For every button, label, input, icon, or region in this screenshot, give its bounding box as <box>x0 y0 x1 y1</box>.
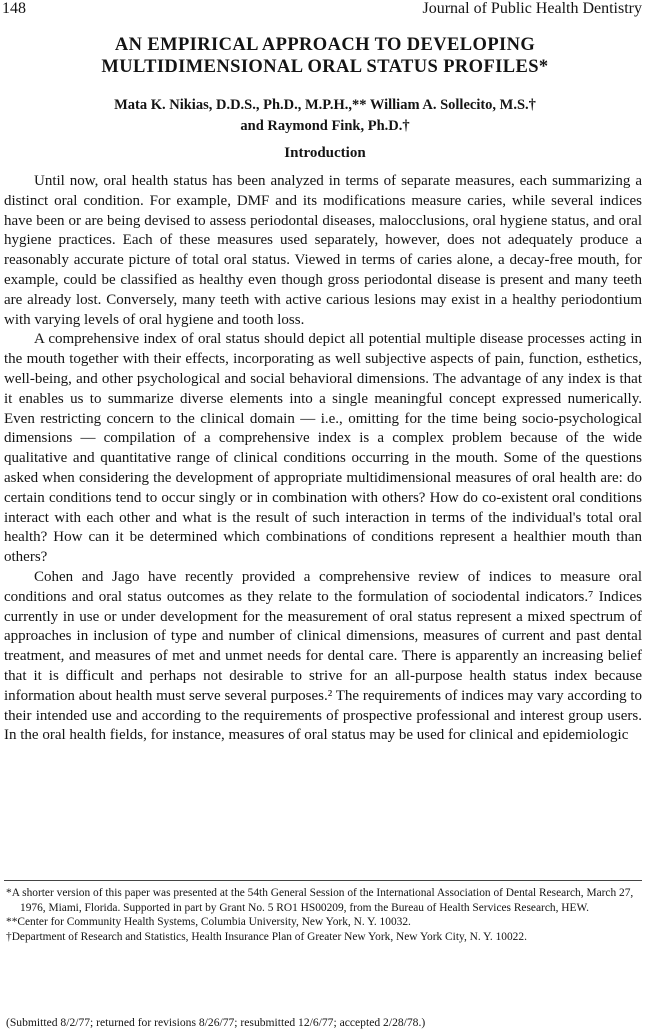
page-number: 148 <box>2 0 26 17</box>
section-heading: Introduction <box>284 145 366 161</box>
article-title-line-1: AN EMPIRICAL APPROACH TO DEVELOPING <box>114 35 536 55</box>
footnote-affiliation-hip: †Department of Research and Statistics, Health Insurance Plan of Greater New York, New York City, N. Y. 10022. <box>6 930 527 943</box>
journal-title: Journal of Public Health Dentistry <box>422 0 642 17</box>
article-title <box>0 34 650 78</box>
body-paragraph-3: Cohen and Jago have recently provided a comprehensive review of indices to measure oral conditions and oral status outcomes as they relate to the formulation of sociodental indicators.⁷ Indices currently in use or under development for the measurement of oral status represent a mixed spectrum of approaches in inclusion of type and number of clinical dimensions, measures of current and past dental treatment, and measures of met and unmet needs for dental care. There is apparently an increasing belief that it is difficult and perhaps not desirable to strive for an all-purpose health status index because information about health must serve several purposes.² The requirements of indices may vary according to their intended use and according to the requirements of prospective professional and interest group users. In the oral health fields, for instance, measures of oral status may be used for clinical and epidemiologic <box>4 568 642 744</box>
author-line-2: and Raymond Fink, Ph.D.† <box>240 118 410 134</box>
submission-dates: (Submitted 8/2/77; returned for revisions 8/26/77; resubmitted 12/6/77; accepted 2/28/78.) <box>6 1016 426 1029</box>
author-line-1: Mata K. Nikias, D.D.S., Ph.D., M.P.H.,** William A. Sollecito, M.S.† <box>114 97 536 113</box>
footnotes <box>6 886 642 944</box>
article-title-line-2: MULTIDIMENSIONAL ORAL STATUS PROFILES* <box>101 57 549 77</box>
running-header <box>0 0 650 20</box>
footnote-affiliation-columbia: **Center for Community Health Systems, Columbia University, New York, N. Y. 10032. <box>6 916 411 929</box>
body-paragraph-2: A comprehensive index of oral status should depict all potential multiple disease processes acting in the mouth together with their effects, incorporating as well subjective aspects of pain, function, esthetics, well-being, and other psychological and social behavioral dimensions. The advantage of any index is that it enables us to summarize diverse elements into a single meaningful concept expressed numerically. Even restricting concern to the clinical domain — i.e., omitting for the time being socio-psychological dimensions — compilation of a comprehensive index is a complex problem because of the wide qualitative and quantitative range of clinical conditions occurring in the mouth. Some of the questions asked when considering the development of appropriate multidimensional measures of oral health are: do certain conditions tend to occur singly or in combination with others? How do co-existent oral conditions interact with each other and what is the result of such interaction in terms of the individual's total oral health? How can it be determined which combinations of conditions represent a healthier mouth than others? <box>4 331 642 566</box>
article-body <box>4 172 642 746</box>
body-paragraph-1: Until now, oral health status has been analyzed in terms of separate measures, each summarizing a distinct oral condition. For example, DMF and its modifications measure caries, while several indices have been or are being devised to assess periodontal diseases, malocclusions, oral hygiene status, and oral hygiene practices. Each of these measures used separately, however, does not adequately produce a reasonably accurate picture of total oral status. Viewed in terms of caries alone, a decay-free mouth, for example, could be classified as healthy even though gross periodontal disease is present and many teeth are already lost. Conversely, many teeth with active carious lesions may exist in a healthy periodontium with varying levels of oral hygiene and tooth loss. <box>4 173 642 328</box>
footnote-divider <box>4 880 642 881</box>
author-byline <box>0 95 650 137</box>
footnote-presentation: *A shorter version of this paper was presented at the 54th General Session of the International Association of Dental Research, March 27, 1976, Miami, Florida. Supported in part by Grant No. 5 RO1 HS00209, from the Bureau of Health Services Research, HEW. <box>6 887 634 914</box>
